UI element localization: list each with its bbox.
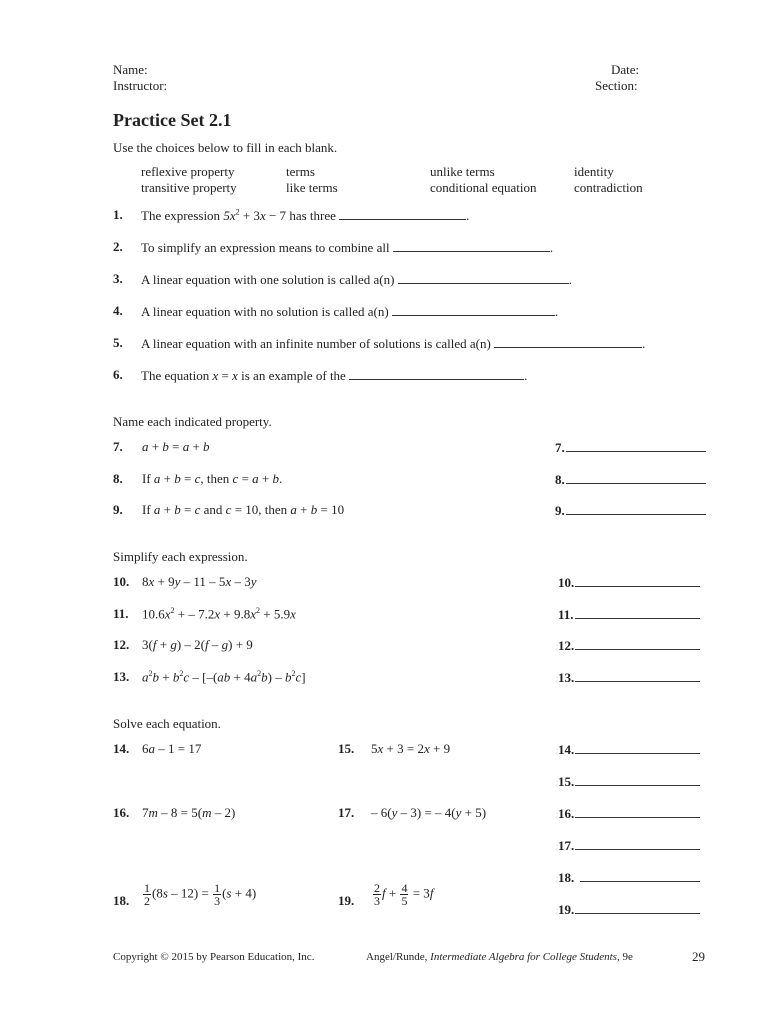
- choice-terms: terms: [286, 164, 315, 179]
- question-4: A linear equation with no solution is called a(n) .: [141, 304, 559, 319]
- question-number: 8.: [113, 471, 123, 486]
- question-17: – 6(y – 3) = – 4(y + 5): [371, 805, 487, 820]
- choice-conditional-equation: conditional equation: [430, 180, 537, 195]
- answer-blank-3[interactable]: [398, 271, 569, 284]
- answer-line-18[interactable]: 18.: [558, 869, 700, 886]
- question-number: 2.: [113, 239, 123, 254]
- choice-like-terms: like terms: [286, 180, 338, 195]
- choice-identity: identity: [574, 164, 614, 179]
- question-2: To simplify an expression means to combine all .: [141, 240, 554, 255]
- question-number: 15.: [338, 741, 355, 756]
- answer-blank-6[interactable]: [349, 367, 524, 380]
- answer-line-12[interactable]: 12.: [558, 637, 700, 654]
- question-number: 16.: [113, 805, 130, 820]
- instructions-text: Use the choices below to fill in each blank.: [113, 140, 338, 155]
- name-label: Name:: [113, 62, 148, 77]
- question-13: $a^2b + b^2c - [-(ab + 4a^2b) - b^2c]$: [142, 669, 306, 685]
- copyright-text: Copyright © 2015 by Pearson Education, Inc.: [113, 951, 315, 963]
- question-11: $10.6x^2$ + – $7.2x + 9.8x^2 + 5.9x$: [142, 606, 296, 622]
- question-number: 3.: [113, 271, 123, 286]
- question-number: 4.: [113, 303, 123, 318]
- answer-line-19[interactable]: 19.: [558, 901, 700, 918]
- instructor-label: Instructor:: [113, 78, 168, 93]
- question-number: 6.: [113, 367, 123, 382]
- question-9: If a + b = c and c = 10, then a + b = 10: [142, 502, 345, 517]
- question-16: 7m – 8 = 5(m – 2): [142, 805, 236, 820]
- answer-line-13[interactable]: 13.: [558, 669, 700, 686]
- question-number: 12.: [113, 637, 130, 652]
- question-number: 13.: [113, 669, 130, 684]
- page-number: 29: [692, 949, 705, 964]
- section-heading-property: Name each indicated property.: [113, 414, 272, 429]
- answer-blank-2[interactable]: [393, 239, 550, 252]
- question-19: $\frac{2}{3}$ f + $\frac{4}{5}$ = 3f: [374, 881, 434, 908]
- question-8: If a + b = c, then c = a + b.: [142, 471, 283, 486]
- choice-unlike-terms: unlike terms: [430, 164, 495, 179]
- answer-line-16[interactable]: 16.: [558, 805, 700, 822]
- question-number: 1.: [113, 207, 123, 222]
- section-label: Section:: [595, 78, 638, 93]
- answer-line-17[interactable]: 17.: [558, 837, 700, 854]
- question-1: The expression $5x^2 + 3x - 7$ has three .: [141, 207, 470, 223]
- answer-line-15[interactable]: 15.: [558, 773, 700, 790]
- section-heading-simplify: Simplify each expression.: [113, 549, 248, 564]
- question-3: A linear equation with one solution is called a(n) .: [141, 272, 572, 287]
- question-number: 9.: [113, 502, 123, 517]
- date-label: Date:: [611, 62, 640, 77]
- question-number: 14.: [113, 741, 130, 756]
- answer-line-10[interactable]: 10.: [558, 574, 700, 591]
- question-6: The equation x = x is an example of the .: [141, 368, 528, 383]
- answer-line-9[interactable]: 9.: [555, 502, 706, 519]
- choice-contradiction: contradiction: [574, 180, 643, 195]
- answer-line-7[interactable]: 7.: [555, 439, 706, 456]
- question-number: 10.: [113, 574, 130, 589]
- question-number: 18.: [113, 893, 130, 908]
- question-number: 7.: [113, 439, 123, 454]
- question-number: 5.: [113, 335, 123, 350]
- answer-blank-4[interactable]: [392, 303, 555, 316]
- answer-line-11[interactable]: 11.: [558, 606, 700, 623]
- question-14: 6a – 1 = 17: [142, 741, 202, 756]
- section-heading-solve: Solve each equation.: [113, 716, 221, 731]
- choice-reflexive-property: reflexive property: [141, 164, 235, 179]
- question-5: A linear equation with an infinite number of solutions is called a(n) .: [141, 336, 646, 351]
- question-7: a + b = a + b: [142, 439, 210, 454]
- question-number: 19.: [338, 893, 355, 908]
- question-number: 11.: [113, 606, 129, 621]
- question-10: 8x + 9y – 11 – 5x – 3y: [142, 574, 257, 589]
- question-12: 3(f + g) – 2(f – g) + 9: [142, 637, 253, 652]
- answer-line-8[interactable]: 8.: [555, 471, 706, 488]
- answer-blank-1[interactable]: [339, 207, 466, 220]
- question-number: 17.: [338, 805, 355, 820]
- question-18: $\frac{1}{2}$ (8s – 12) = $\frac{1}{3}$ (s + 4): [144, 881, 257, 908]
- answer-blank-5[interactable]: [494, 335, 642, 348]
- choice-transitive-property: transitive property: [141, 180, 237, 195]
- page-title: Practice Set 2.1: [113, 110, 232, 130]
- book-citation: Angel/Runde, Intermediate Algebra for College Students, 9e: [366, 951, 633, 963]
- question-15: 5x + 3 = 2x + 9: [371, 741, 451, 756]
- answer-line-14[interactable]: 14.: [558, 741, 700, 758]
